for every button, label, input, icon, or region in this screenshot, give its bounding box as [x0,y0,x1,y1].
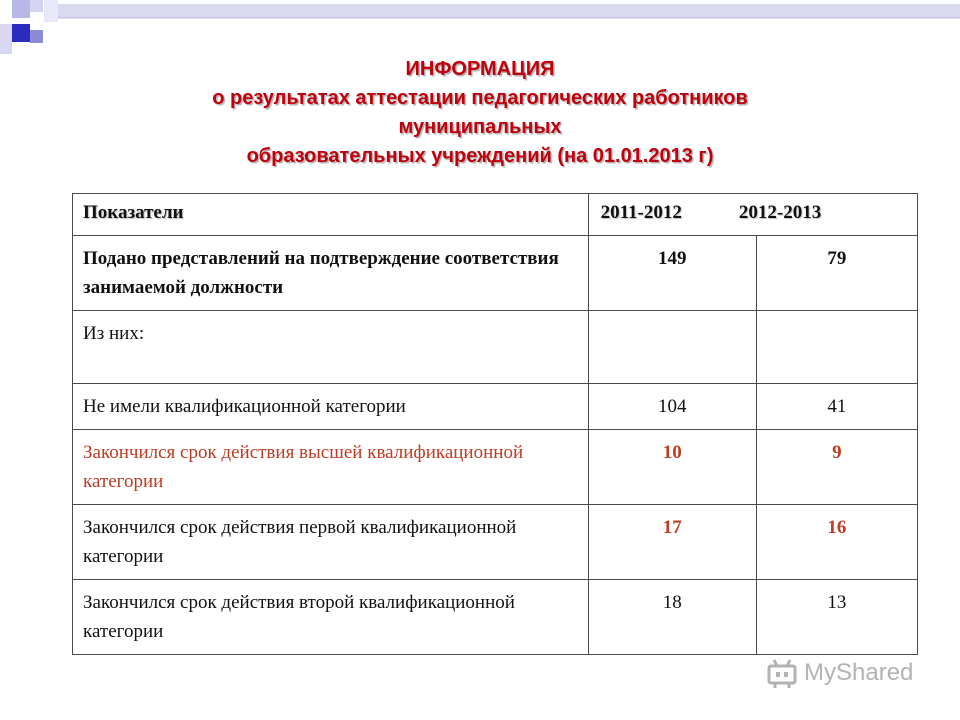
row-label: Закончился срок действия второй квалификационной категории [73,580,589,655]
row-value-2012-2013 [756,311,917,384]
table-row [73,384,918,430]
title-line-3: муниципальных [398,116,562,138]
table-row [73,236,918,311]
header-indicators: Показатели [73,194,589,236]
row-value-2012-2013: 9 [756,430,917,505]
row-value-2011-2012: 104 [588,384,756,430]
row-value-2012-2013: 79 [756,236,917,311]
table-row [73,430,918,505]
corner-decoration [0,0,960,60]
row-label: Из них: [73,311,589,384]
logo-icon [766,657,798,689]
row-label: Закончился срок действия первой квалификационной категории [73,505,589,580]
row-value-2011-2012: 18 [588,580,756,655]
title-line-2: о результатах аттестации педагогических работников [212,87,748,109]
row-value-2011-2012: 17 [588,505,756,580]
row-value-2012-2013: 16 [756,505,917,580]
table-row [73,505,918,580]
row-value-2011-2012: 149 [588,236,756,311]
table-row [73,580,918,655]
page-title [0,55,960,171]
row-label: Подано представлений на подтверждение соответствия занимаемой должности [73,236,589,311]
row-value-2011-2012 [588,311,756,384]
table-row [73,311,918,384]
title-line-4: образовательных учреждений (на 01.01.2013 г) [246,145,714,167]
row-value-2012-2013: 41 [756,384,917,430]
table-header-row [73,194,918,236]
title-line-1: ИНФОРМАЦИЯ [405,58,555,80]
row-value-2012-2013: 13 [756,580,917,655]
attestation-table [72,193,918,655]
row-value-2011-2012: 10 [588,430,756,505]
watermark-logo [766,655,913,691]
row-label: Закончился срок действия высшей квалификационной категории [73,430,589,505]
row-label: Не имели квалификационной категории [73,384,589,430]
watermark-text: MyShared [804,659,914,686]
header-years: 2011-2012 2012-2013 [588,194,917,236]
